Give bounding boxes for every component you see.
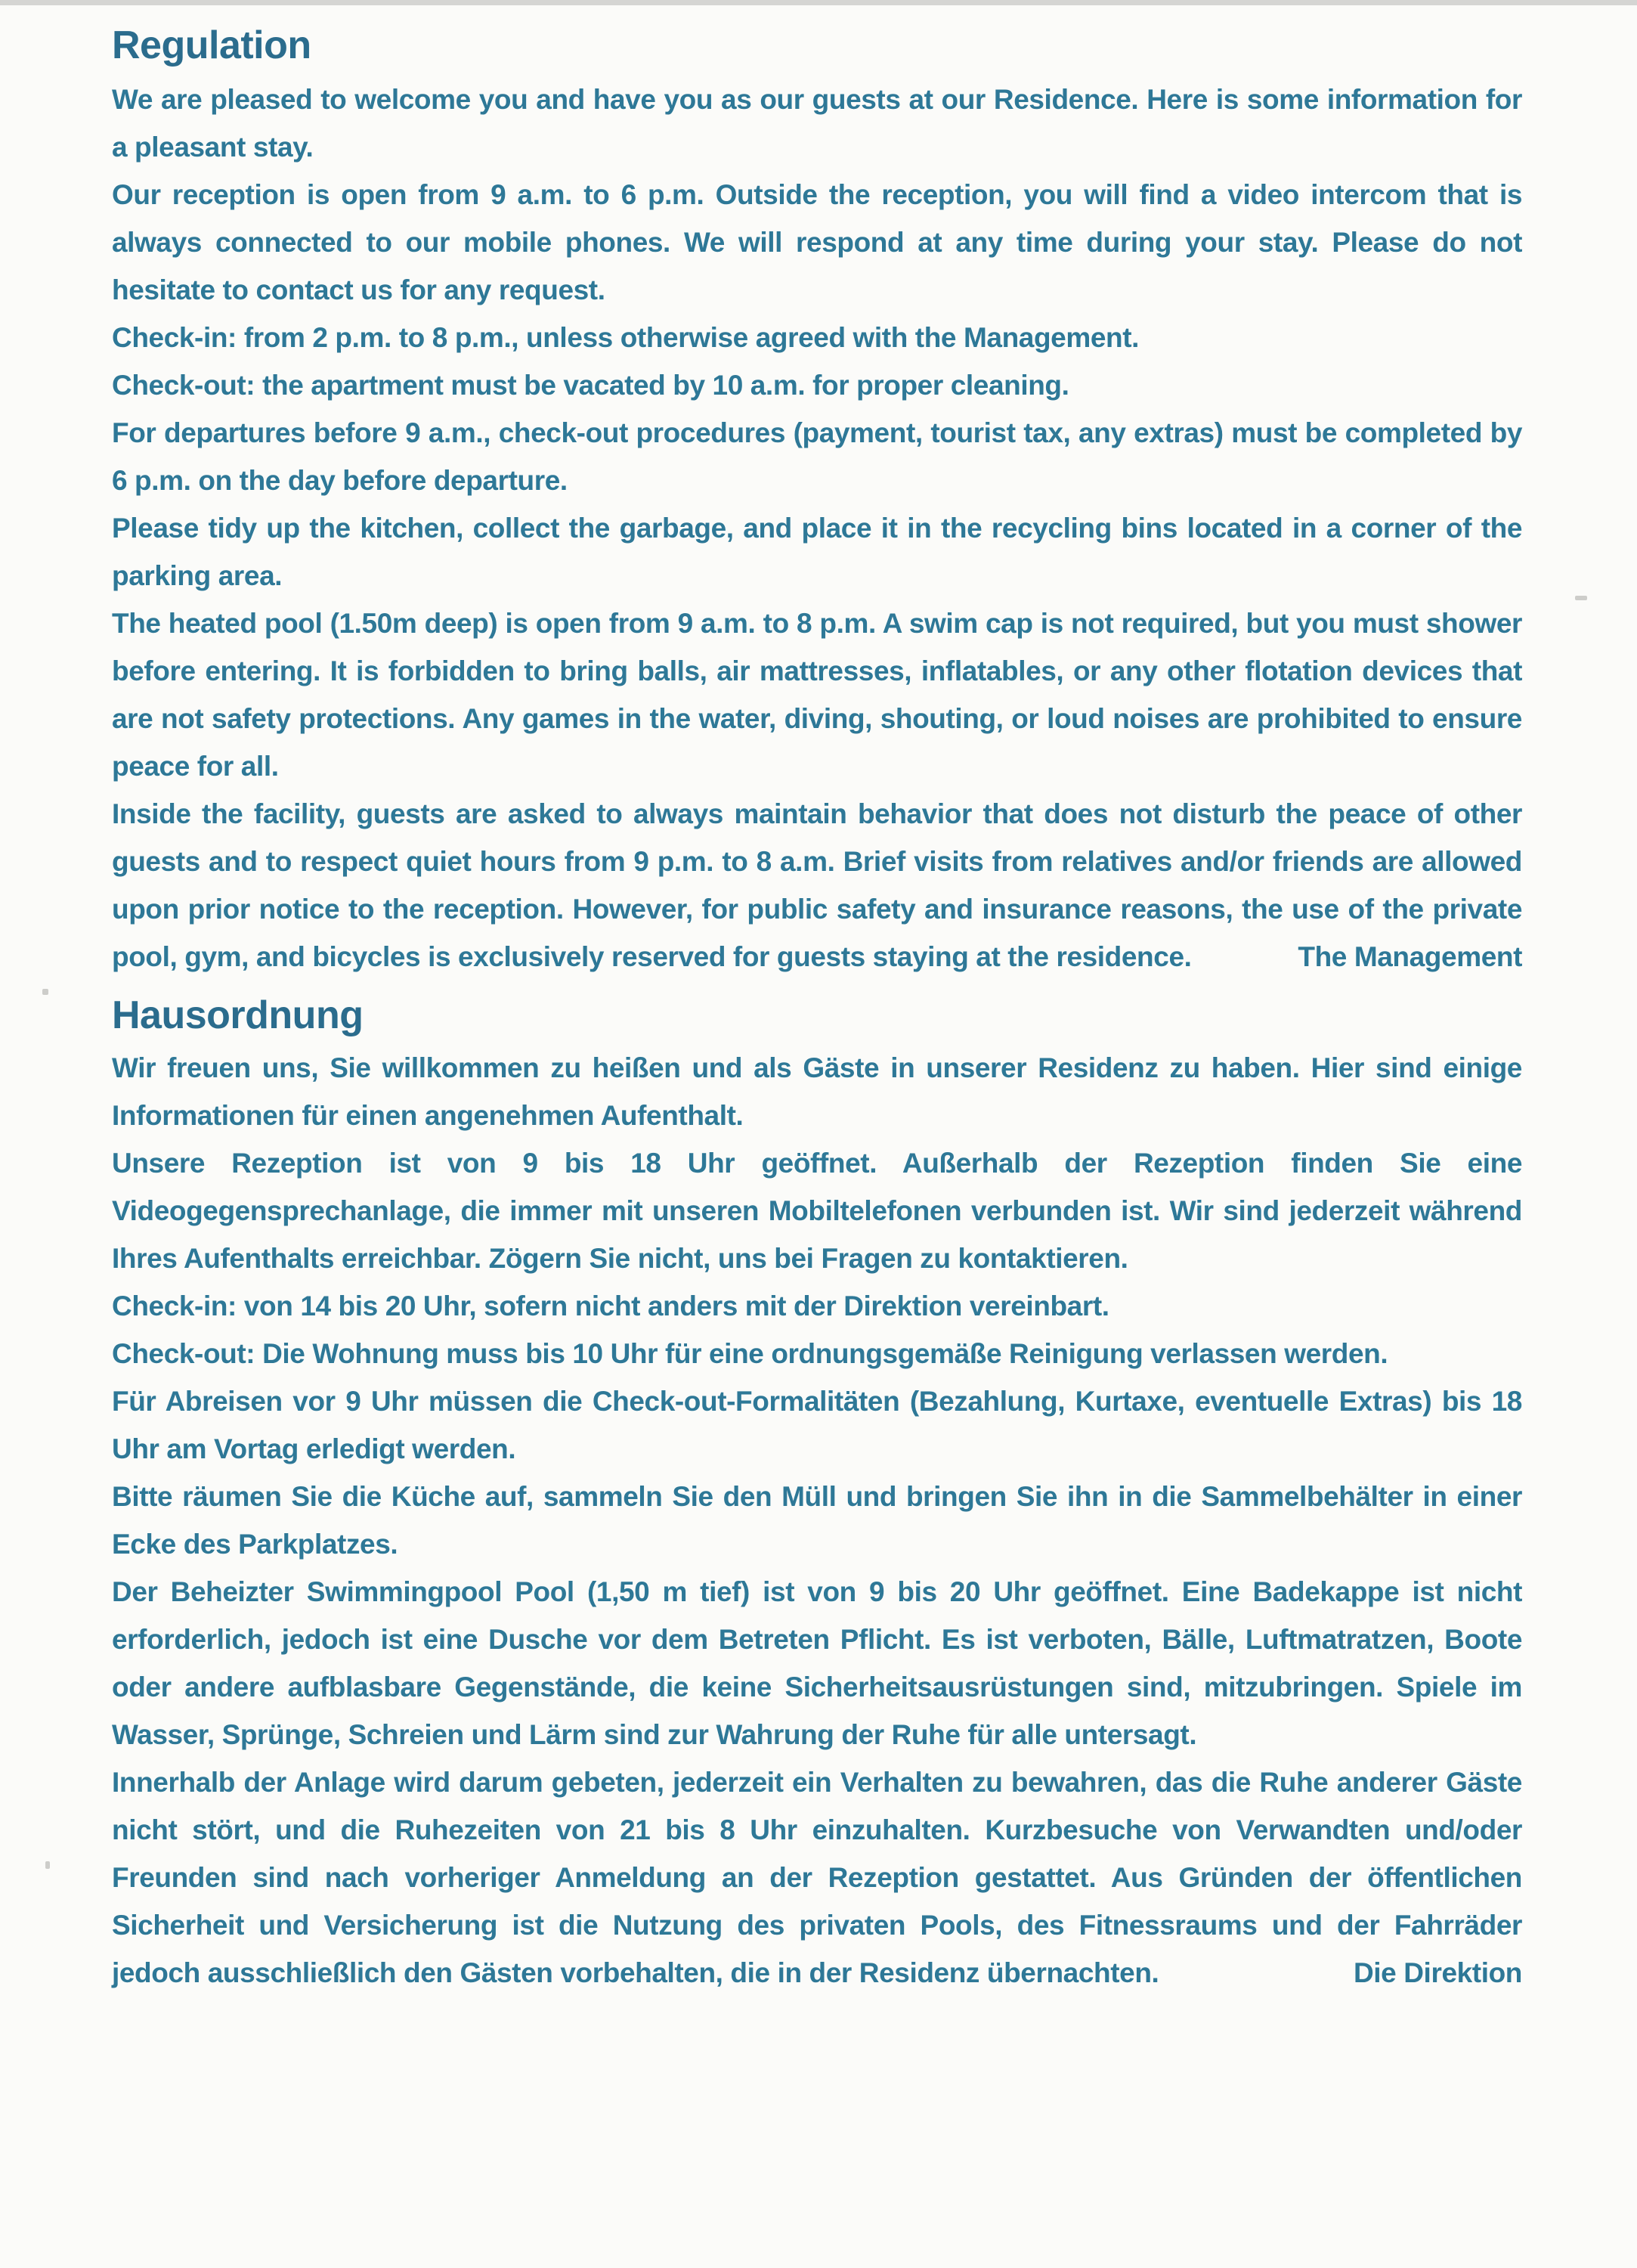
hausordnung-paragraph-checkin: Check-in: von 14 bis 20 Uhr, sofern nicht anders mit der Direktion vereinbart. bbox=[112, 1290, 1109, 1321]
regulation-paragraph-reception: Our reception is open from 9 a.m. to 6 p.m. Outside the reception, you will find a video intercom that is always connected to our mobile phones. We will respond at any time during your stay. Please do not hesitate to contact us for any request. bbox=[112, 179, 1522, 305]
section-hausordnung bbox=[112, 993, 1522, 1997]
hausordnung-paragraph-willkommen: Wir freuen uns, Sie willkommen zu heißen und als Gäste in unserer Residenz zu haben. Hier sind einige Informationen für einen angenehmen Aufenthalt. bbox=[112, 1052, 1522, 1131]
regulation-paragraph-early-departure: For departures before 9 a.m., check-out procedures (payment, tourist tax, any extras) must be completed by 6 p.m. on the day before departure. bbox=[112, 417, 1522, 496]
regulation-paragraph-kitchen: Please tidy up the kitchen, collect the garbage, and place it in the recycling bins located in a corner of the parking area. bbox=[112, 513, 1522, 591]
section-regulation bbox=[112, 23, 1522, 981]
regulation-paragraph-checkin: Check-in: from 2 p.m. to 8 p.m., unless otherwise agreed with the Management. bbox=[112, 322, 1140, 353]
hausordnung-paragraph-abreisen: Für Abreisen vor 9 Uhr müssen die Check-out-Formalitäten (Bezahlung, Kurtaxe, eventuelle Extras) bis 18 Uhr am Vortag erledigt werden. bbox=[112, 1386, 1522, 1464]
hausordnung-paragraph-verhalten-text: Innerhalb der Anlage wird darum gebeten, jederzeit ein Verhalten zu bewahren, das die Ruhe anderer Gäste nicht stört, und die Ruhezeiten von 21 bis 8 Uhr einzuhalten. Kurzbesuche von Verwandten und/oder Freunden sind nach vorheriger Anmeldung an der Rezeption gestattet. Aus Gründen der öffentlichen Sicherheit und Versicherung ist die Nutzung des privaten Pools, des Fitnessraums und der Fahrräder jedoch ausschließlich den Gästen vorbehalten, die in der Residenz übernachten. bbox=[112, 1767, 1522, 1988]
regulation-signature: The Management bbox=[1298, 941, 1522, 972]
hausordnung-paragraph-rezeption: Unsere Rezeption ist von 9 bis 18 Uhr geöffnet. Außerhalb der Rezeption finden Sie eine Videogegensprechanlage, die immer mit unseren Mobiltelefonen verbunden ist. Wir sind jederzeit während Ihres Aufenthalts erreichbar. Zögern Sie nicht, uns bei Fragen zu kontaktieren. bbox=[112, 1148, 1522, 1274]
hausordnung-paragraph-checkout: Check-out: Die Wohnung muss bis 10 Uhr für eine ordnungsgemäße Reinigung verlassen werden. bbox=[112, 1338, 1388, 1369]
hausordnung-heading: Hausordnung bbox=[112, 993, 364, 1037]
hausordnung-paragraph-pool: Der Beheizter Swimmingpool Pool (1,50 m tief) ist von 9 bis 20 Uhr geöffnet. Eine Badekappe ist nicht erforderlich, jedoch ist eine Dusche vor dem Betreten Pflicht. Es ist verboten, Bälle, Luftmatratzen, Boote oder andere aufblasbare Gegenstände, die keine Sicherheitsausrüstungen sind, mitzubringen. Spiele im Wasser, Sprünge, Schreien und Lärm sind zur Wahrung der Ruhe für alle untersagt. bbox=[112, 1576, 1522, 1750]
regulation-paragraph-welcome: We are pleased to welcome you and have you as our guests at our Residence. Here is some information for a pleasant stay. bbox=[112, 84, 1522, 163]
regulation-paragraph-behavior bbox=[112, 790, 1522, 981]
hausordnung-paragraph-kueche: Bitte räumen Sie die Küche auf, sammeln Sie den Müll und bringen Sie ihn in die Sammelbehälter in einer Ecke des Parkplatzes. bbox=[112, 1481, 1522, 1560]
regulation-paragraph-checkout: Check-out: the apartment must be vacated by 10 a.m. for proper cleaning. bbox=[112, 370, 1069, 401]
regulation-paragraph-pool: The heated pool (1.50m deep) is open from 9 a.m. to 8 p.m. A swim cap is not required, but you must shower before entering. It is forbidden to bring balls, air mattresses, inflatables, or any other flotation devices that are not safety protections. Any games in the water, diving, shouting, or loud noises are prohibited to ensure peace for all. bbox=[112, 608, 1522, 782]
regulation-heading: Regulation bbox=[112, 23, 311, 67]
hausordnung-signature: Die Direktion bbox=[1353, 1957, 1522, 1988]
regulation-paragraph-behavior-text: Inside the facility, guests are asked to always maintain behavior that does not disturb the peace of other guests and to respect quiet hours from 9 p.m. to 8 a.m. Brief visits from relatives and/or friends are allowed upon prior notice to the reception. However, for public safety and insurance reasons, the use of the private pool, gym, and bicycles is exclusively reserved for guests staying at the residence. bbox=[112, 798, 1522, 972]
hausordnung-paragraph-verhalten bbox=[112, 1758, 1522, 1997]
